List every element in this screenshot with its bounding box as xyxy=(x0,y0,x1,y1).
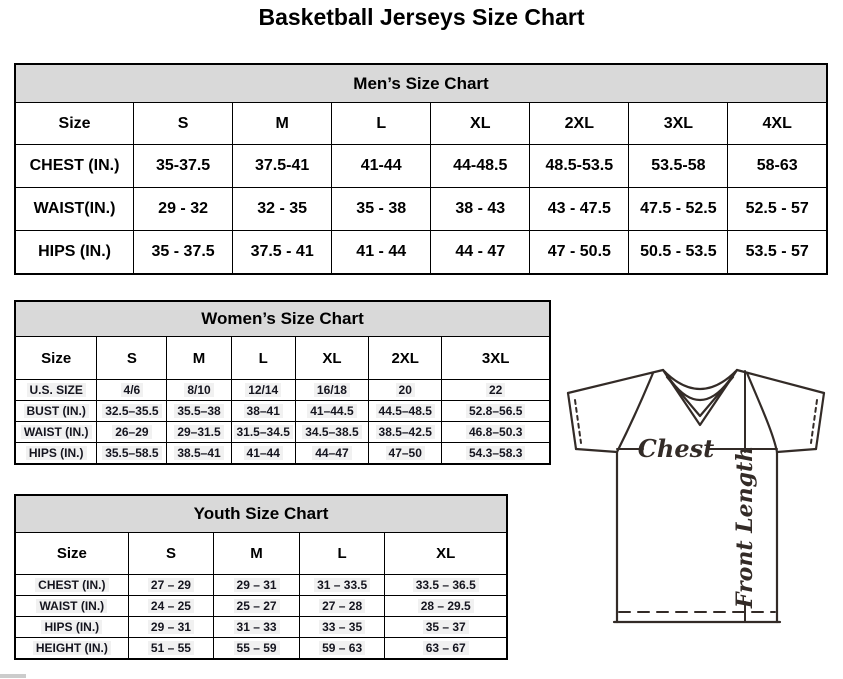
size-header: Size xyxy=(15,103,134,145)
front-length-label: Front Length xyxy=(732,445,758,609)
table-row xyxy=(15,638,507,660)
cell-value: 22 xyxy=(486,383,505,397)
size-header: Size xyxy=(15,337,97,380)
cell-value: 25 – 27 xyxy=(234,599,280,613)
table-title: Women’s Size Chart xyxy=(15,301,550,337)
column-header-s: S xyxy=(128,533,214,575)
cell-value: 38.5–42.5 xyxy=(376,425,435,439)
cell-value: 38–41 xyxy=(244,404,283,418)
cell-value: 29 – 31 xyxy=(148,620,194,634)
table-row xyxy=(15,575,507,596)
cell-value: 20 xyxy=(396,383,415,397)
cell-value: 35 - 38 xyxy=(356,200,407,217)
cell-value: 4/6 xyxy=(121,383,144,397)
cell-value: 52.5 - 57 xyxy=(745,200,809,217)
cell-value: 28 – 29.5 xyxy=(418,599,474,613)
column-header-s: S xyxy=(97,337,167,380)
cell-value: 31 – 33 xyxy=(234,620,280,634)
column-header-3xl: 3XL xyxy=(442,337,550,380)
cell-value: 44 - 47 xyxy=(455,243,506,260)
right-armhole-seam xyxy=(747,373,777,452)
corner-artifact xyxy=(0,674,26,678)
cell-value: 41-44 xyxy=(360,157,402,174)
cell-value: 35.5–38 xyxy=(174,404,223,418)
left-cuff-stitch-dashed xyxy=(575,400,581,443)
table-row xyxy=(15,596,507,617)
cell-value: 41–44.5 xyxy=(307,404,356,418)
cell-value: 29 – 31 xyxy=(234,578,280,592)
row-label: HIPS (IN.) xyxy=(26,446,87,460)
cell-value: 48.5-53.5 xyxy=(545,157,614,174)
womens-size-table xyxy=(14,300,551,465)
cell-value: 52.8–56.5 xyxy=(466,404,525,418)
column-header-3xl: 3XL xyxy=(629,103,728,145)
table-row xyxy=(15,617,507,638)
jersey-measurement-diagram xyxy=(563,362,843,628)
column-header-m: M xyxy=(167,337,231,380)
column-header-xl: XL xyxy=(431,103,530,145)
column-header-l: L xyxy=(231,337,295,380)
mens-size-table xyxy=(14,63,828,275)
cell-value: 41–44 xyxy=(244,446,283,460)
cell-value: 32.5–35.5 xyxy=(102,404,161,418)
chest-label: Chest xyxy=(637,434,715,463)
column-header-l: L xyxy=(299,533,385,575)
row-label: BUST (IN.) xyxy=(24,404,89,418)
cell-value: 33 – 35 xyxy=(319,620,365,634)
cell-value: 35 – 37 xyxy=(423,620,469,634)
cell-value: 38 - 43 xyxy=(455,200,506,217)
cell-value: 29–31.5 xyxy=(174,425,223,439)
column-header-2xl: 2XL xyxy=(369,337,442,380)
cell-value: 44.5–48.5 xyxy=(376,404,435,418)
table-row xyxy=(15,401,550,422)
cell-value: 33.5 – 36.5 xyxy=(413,578,479,592)
column-header-s: S xyxy=(134,103,233,145)
cell-value: 55 – 59 xyxy=(234,641,280,655)
column-header-4xl: 4XL xyxy=(728,103,827,145)
cell-value: 35-37.5 xyxy=(155,157,211,174)
cell-value: 44–47 xyxy=(312,446,351,460)
row-label: WAIST (IN.) xyxy=(36,599,107,613)
column-header-m: M xyxy=(233,103,332,145)
cell-value: 26–29 xyxy=(112,425,151,439)
cell-value: 31.5–34.5 xyxy=(234,425,293,439)
cell-value: 53.5 - 57 xyxy=(745,243,809,260)
cell-value: 37.5 - 41 xyxy=(250,243,314,260)
row-label: WAIST(IN.) xyxy=(33,200,116,217)
cell-value: 59 – 63 xyxy=(319,641,365,655)
cell-value: 51 – 55 xyxy=(148,641,194,655)
cell-value: 38.5–41 xyxy=(174,446,223,460)
cell-value: 12/14 xyxy=(245,383,281,397)
cell-value: 29 - 32 xyxy=(158,200,208,217)
table-row xyxy=(15,443,550,465)
cell-value: 50.5 - 53.5 xyxy=(640,243,717,260)
table-row xyxy=(15,231,827,275)
cell-value: 46.8–50.3 xyxy=(466,425,525,439)
youth-size-table xyxy=(14,494,508,660)
column-header-2xl: 2XL xyxy=(530,103,629,145)
cell-value: 43 - 47.5 xyxy=(547,200,611,217)
row-label: U.S. SIZE xyxy=(27,383,86,397)
cell-value: 58-63 xyxy=(756,157,798,174)
cell-value: 35 - 37.5 xyxy=(151,243,215,260)
page-title: Basketball Jerseys Size Chart xyxy=(258,4,585,30)
size-header: Size xyxy=(15,533,128,575)
table-title: Men’s Size Chart xyxy=(15,64,827,103)
cell-value: 34.5–38.5 xyxy=(302,425,361,439)
row-label: CHEST (IN.) xyxy=(35,578,108,592)
table-row xyxy=(15,380,550,401)
cell-value: 37.5-41 xyxy=(255,157,310,174)
cell-value: 27 – 29 xyxy=(148,578,194,592)
table-row xyxy=(15,145,827,188)
cell-value: 35.5–58.5 xyxy=(102,446,161,460)
table-row xyxy=(15,188,827,231)
cell-value: 8/10 xyxy=(184,383,213,397)
cell-value: 27 – 28 xyxy=(319,599,365,613)
column-header-xl: XL xyxy=(385,533,507,575)
column-header-l: L xyxy=(332,103,431,145)
row-label: HEIGHT (IN.) xyxy=(33,641,111,655)
cell-value: 44-48.5 xyxy=(453,157,508,174)
row-label: CHEST (IN.) xyxy=(29,157,120,174)
column-header-xl: XL xyxy=(295,337,368,380)
column-header-m: M xyxy=(214,533,300,575)
row-label: WAIST (IN.) xyxy=(21,425,92,439)
table-title: Youth Size Chart xyxy=(15,495,507,533)
row-label: HIPS (IN.) xyxy=(41,620,102,634)
left-sleeve-underarm xyxy=(576,449,617,452)
cell-value: 47.5 - 52.5 xyxy=(640,200,717,217)
cell-value: 54.3–58.3 xyxy=(466,446,525,460)
cell-value: 41 - 44 xyxy=(356,243,407,260)
cell-value: 31 – 33.5 xyxy=(314,578,370,592)
right-cuff-stitch-dashed xyxy=(811,400,817,443)
cell-value: 47 - 50.5 xyxy=(547,243,611,260)
cell-value: 53.5-58 xyxy=(651,157,706,174)
cell-value: 63 – 67 xyxy=(423,641,469,655)
jersey-outline-drawing xyxy=(563,362,843,628)
row-label: HIPS (IN.) xyxy=(38,243,111,260)
table-row xyxy=(15,422,550,443)
cell-value: 32 - 35 xyxy=(257,200,308,217)
cell-value: 16/18 xyxy=(314,383,350,397)
cell-value: 24 – 25 xyxy=(148,599,194,613)
cell-value: 47–50 xyxy=(386,446,425,460)
right-sleeve-underarm xyxy=(777,449,816,452)
